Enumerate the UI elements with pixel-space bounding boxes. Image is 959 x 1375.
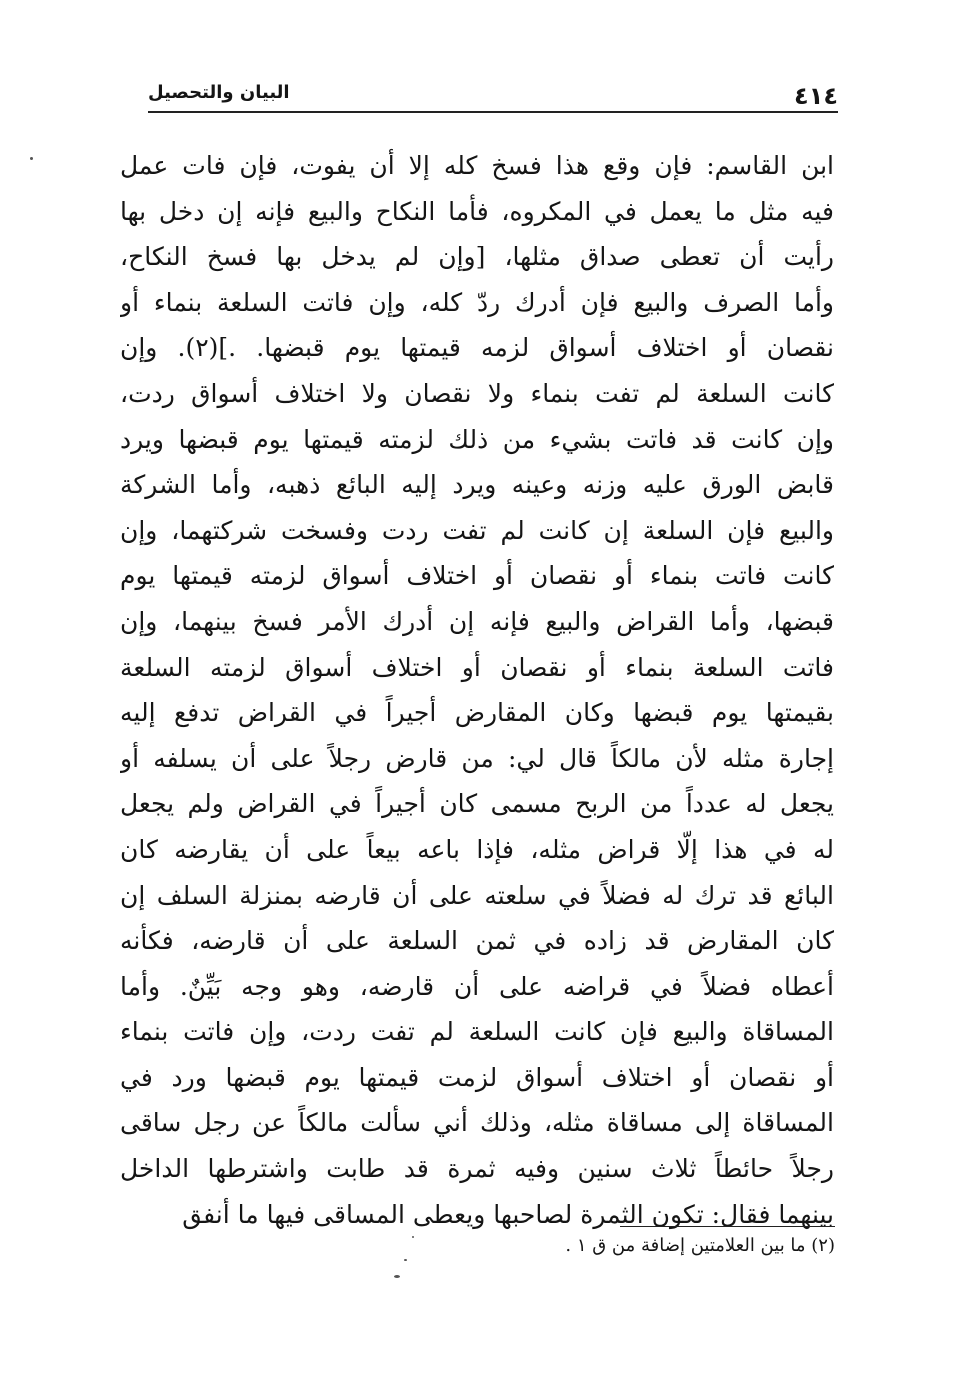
text-line: المساقاة إلى مساقاة مثله، وذلك أني سألت مالكاً عن رجل ساقى <box>120 1108 834 1138</box>
footnote: (٢) ما بين العلامتين إضافة من ق ١ . <box>565 1235 835 1256</box>
text-line: يجعل له عدداً من الربح مسمى كان أجيراً في القراض ولم يجعل <box>120 789 834 819</box>
text-line: أو نقصان أو اختلاف أسواق لزمت قيمتها يوم قبضها ورد في <box>120 1062 834 1092</box>
text-line: وأما الصرف والبيع فإن أدرك ردّ كله، وإن فاتت السلعة بنماء أو <box>120 287 834 317</box>
scan-speck <box>394 1275 400 1278</box>
text-line: والبيع فإن السلعة إن كانت لم تفت ردت وفسخت شركتهما، وإن <box>120 515 834 545</box>
scan-speck <box>30 157 33 160</box>
page-header <box>148 78 838 108</box>
text-line: بقيمتها يوم قبضها وكان المقارض أجيراً في القراض تدفع إليه <box>120 698 834 728</box>
text-line: قبضها، وأما القراض والبيع فإنه إن أدرك الأمر فسخ بينهما، وإن <box>120 606 834 636</box>
text-line: فيه مثل ما يعمل في المكروه، فأما النكاح والبيع فإنه إن دخل بها <box>120 196 834 226</box>
body-text <box>120 143 834 1237</box>
text-line: فاتت السلعة بنماء أو نقصان أو اختلاف أسواق لزمته السلعة <box>120 652 834 682</box>
text-line: البائع قد ترك له فضلاً في سلعته على أن قارضه بمنزلة السلف إن <box>120 880 834 910</box>
text-line: قابض الورق عليه وزنه وعينه ويرد إليه البائع ذهبه، وأما الشركة <box>120 470 834 500</box>
text-line: المساقاة والبيع فإن كانت السلعة لم تفت ردت، وإن فاتت بنماء <box>120 1017 834 1047</box>
text-line: رجلاً حائطاً ثلاث سنين وفيه ثمرة قد طابت واشترطها الداخل <box>120 1154 834 1184</box>
text-line: كانت فاتت بنماء أو نقصان أو اختلاف أسواق لزمته قيمتها يوم <box>120 561 834 591</box>
footnote-rule <box>620 1226 835 1227</box>
running-title: البيان والتحصيل <box>148 82 290 103</box>
scan-speck <box>412 1236 414 1238</box>
header-rule <box>148 111 838 113</box>
text-line: وإن كانت قد فاتت بشيء من ذلك لزمته قيمتها يوم قبضها ويرد <box>120 424 834 454</box>
text-line: نقصان أو اختلاف أسواق لزمه قيمتها يوم قبضها. .](٢). وإن <box>120 333 834 363</box>
text-line: بينهما فقال: تكون الثمرة لصاحبها ويعطى المساقى فيها ما أنفق <box>182 1199 834 1229</box>
page-number: ٤١٤ <box>794 82 838 110</box>
text-line: رأيت أن تعطى صداق مثلها، [وإن لم يدخل بها فسخ النكاح، <box>120 242 834 272</box>
text-line: كان المقارض قد زاده في ثمن السلعة على أن قارضه، فكأنه <box>120 926 834 956</box>
text-line: كانت السلعة لم تفت بنماء ولا نقصان ولا اختلاف أسواق ردت، <box>120 378 834 408</box>
scan-speck <box>404 1259 407 1261</box>
text-line: ابن القاسم: فإن وقع هذا فسخ كله إلا أن يفوت، فإن فات عمل <box>120 151 834 180</box>
text-line: له في هذا إلّا قراض مثله، فإذا باعه بيعاً على أن يقارضه كان <box>120 834 834 864</box>
text-line: أعطاه فضلاً في قراضه على أن قارضه، وهو وجه بَيِّنٌ. وأما <box>120 971 834 1001</box>
text-line: إجارة مثله لأن مالكاً قال لي: من قارض رجلاً على أن يسلفه أو <box>120 743 834 773</box>
